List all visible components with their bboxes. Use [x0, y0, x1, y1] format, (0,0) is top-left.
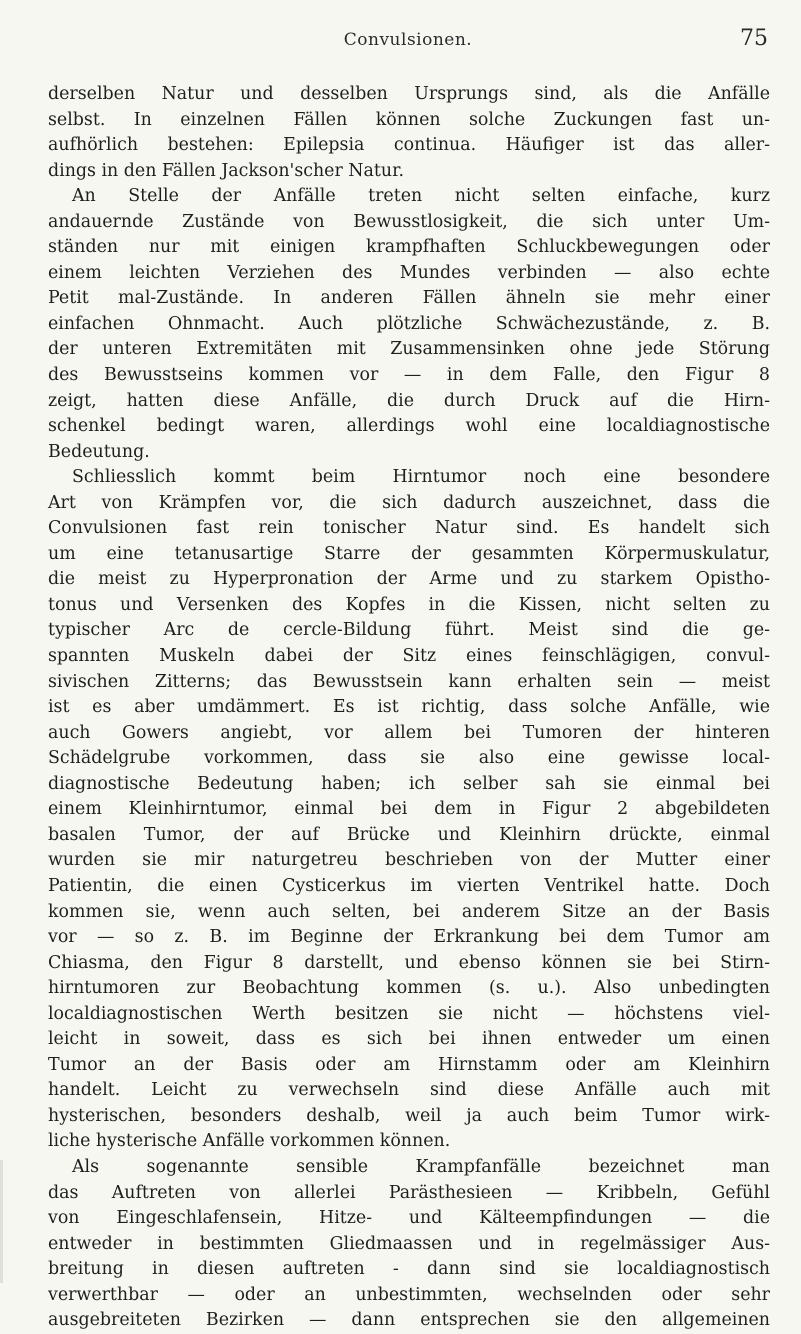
text-line: ist es aber umdämmert. Es ist richtig, dass solche Anfälle, wie — [48, 697, 770, 718]
text-line: verwerthbar — oder an unbestimmten, wechselnden oder sehr — [48, 1284, 770, 1305]
text-line: schenkel bedingt waren, allerdings wohl eine localdiagnostische — [48, 416, 770, 437]
text-line: Tumor an der Basis oder am Hirnstamm oder am Kleinhirn — [48, 1054, 770, 1075]
text-line: hysterischen, besonders deshalb, weil ja auch beim Tumor wirk- — [48, 1105, 770, 1126]
text-line: um eine tetanusartige Starre der gesammten Körpermuskulatur, — [48, 543, 770, 564]
text-line: entweder in bestimmten Gliedmaassen und in regelmässiger Aus- — [48, 1233, 770, 1254]
page-number: 75 — [740, 26, 768, 51]
text-line: Schädelgrube vorkommen, dass sie also eine gewisse local- — [48, 748, 770, 769]
text-line: kommen sie, wenn auch selten, bei anderem Sitze an der Basis — [48, 901, 770, 922]
text-line: einfachen Ohnmacht. Auch plötzliche Schwächezustände, z. B. — [48, 313, 770, 334]
running-title: Convulsionen. — [343, 30, 473, 50]
text-line: selbst. In einzelnen Fällen können solche Zuckungen fast un- — [48, 109, 770, 130]
text-line: spannten Muskeln dabei der Sitz eines feinschlägigen, convul- — [48, 646, 770, 667]
text-line: typischer Arc de cercle-Bildung führt. Meist sind die ge- — [48, 620, 770, 641]
text-line: Art von Krämpfen vor, die sich dadurch auszeichnet, dass die — [48, 492, 770, 513]
text-line: dings in den Fällen Jackson'scher Natur. — [48, 160, 405, 181]
body-text — [48, 82, 770, 1334]
text-line: An Stelle der Anfälle treten nicht selten einfache, kurz — [72, 186, 770, 207]
text-line: breitung in diesen auftreten - dann sind sie localdiagnostisch — [48, 1259, 770, 1280]
text-line: hirntumoren zur Beobachtung kommen (s. u.). Also unbedingten — [48, 978, 770, 999]
text-line: einem leichten Verziehen des Mundes verbinden — also echte — [48, 262, 770, 283]
text-line: ständen nur mit einigen krampfhaften Schluckbewegungen oder — [48, 237, 770, 258]
text-line: ausgebreiteten Bezirken — dann entsprechen sie den allgemeinen — [48, 1310, 770, 1331]
page-edge-shadow — [0, 1160, 3, 1283]
running-head — [48, 26, 768, 56]
text-line: Convulsionen fast rein tonischer Natur sind. Es handelt sich — [48, 518, 770, 539]
paragraph-3 — [48, 465, 770, 1155]
text-line: tonus und Versenken des Kopfes in die Kissen, nicht selten zu — [48, 594, 770, 615]
text-line: der unteren Extremitäten mit Zusammensinken ohne jede Störung — [48, 339, 770, 360]
paragraph-1 — [48, 82, 770, 184]
text-line: aufhörlich bestehen: Epilepsia continua. Häufiger ist das aller- — [48, 135, 770, 156]
text-line: die meist zu Hyperpronation der Arme und zu starkem Opistho- — [48, 569, 770, 590]
text-line: andauernde Zustände von Bewusstlosigkeit, die sich unter Um- — [48, 211, 770, 232]
text-line: des Bewusstseins kommen vor — in dem Falle, den Figur 8 — [48, 365, 770, 386]
text-line: diagnostische Bedeutung haben; ich selber sah sie einmal bei — [48, 773, 770, 794]
text-line: derselben Natur und desselben Ursprungs sind, als die Anfälle — [48, 84, 770, 104]
text-line: das Auftreten von allerlei Parästhesieen — Kribbeln, Gefühl — [48, 1182, 770, 1203]
text-line: wurden sie mir naturgetreu beschrieben von der Mutter einer — [48, 850, 770, 871]
text-line: localdiagnostischen Werth besitzen sie nicht — höchstens viel- — [48, 1003, 770, 1024]
paragraph-2 — [48, 184, 770, 465]
text-line: Chiasma, den Figur 8 darstellt, und ebenso können sie bei Stirn- — [48, 952, 770, 973]
text-line: Bedeutung. — [48, 441, 150, 462]
text-line: sivischen Zitterns; das Bewusstsein kann erhalten sein — meist — [48, 671, 770, 692]
text-line: von Eingeschlafensein, Hitze- und Kälteempfindungen — die — [48, 1208, 770, 1229]
text-line: einem Kleinhirntumor, einmal bei dem in Figur 2 abgebildeten — [48, 799, 770, 820]
text-line: leicht in soweit, dass es sich bei ihnen entweder um einen — [48, 1029, 770, 1050]
text-line: Patientin, die einen Cysticerkus im vierten Ventrikel hatte. Doch — [48, 875, 770, 896]
text-line: handelt. Leicht zu verwechseln sind diese Anfälle auch mit — [48, 1080, 770, 1101]
text-line: Schliesslich kommt beim Hirntumor noch eine besondere — [72, 467, 770, 488]
text-line: vor — so z. B. im Beginne der Erkrankung bei dem Tumor am — [48, 927, 770, 948]
text-line: auch Gowers angiebt, vor allem bei Tumoren der hinteren — [48, 722, 770, 743]
text-line: basalen Tumor, der auf Brücke und Kleinhirn drückte, einmal — [48, 824, 770, 845]
text-line: Petit mal-Zustände. In anderen Fällen ähneln sie mehr einer — [48, 288, 770, 309]
text-line: zeigt, hatten diese Anfälle, die durch Druck auf die Hirn- — [48, 390, 770, 411]
paragraph-4 — [48, 1155, 770, 1334]
text-line: Als sogenannte sensible Krampfanfälle bezeichnet man — [72, 1156, 770, 1177]
text-line: liche hysterische Anfälle vorkommen können. — [48, 1131, 451, 1152]
